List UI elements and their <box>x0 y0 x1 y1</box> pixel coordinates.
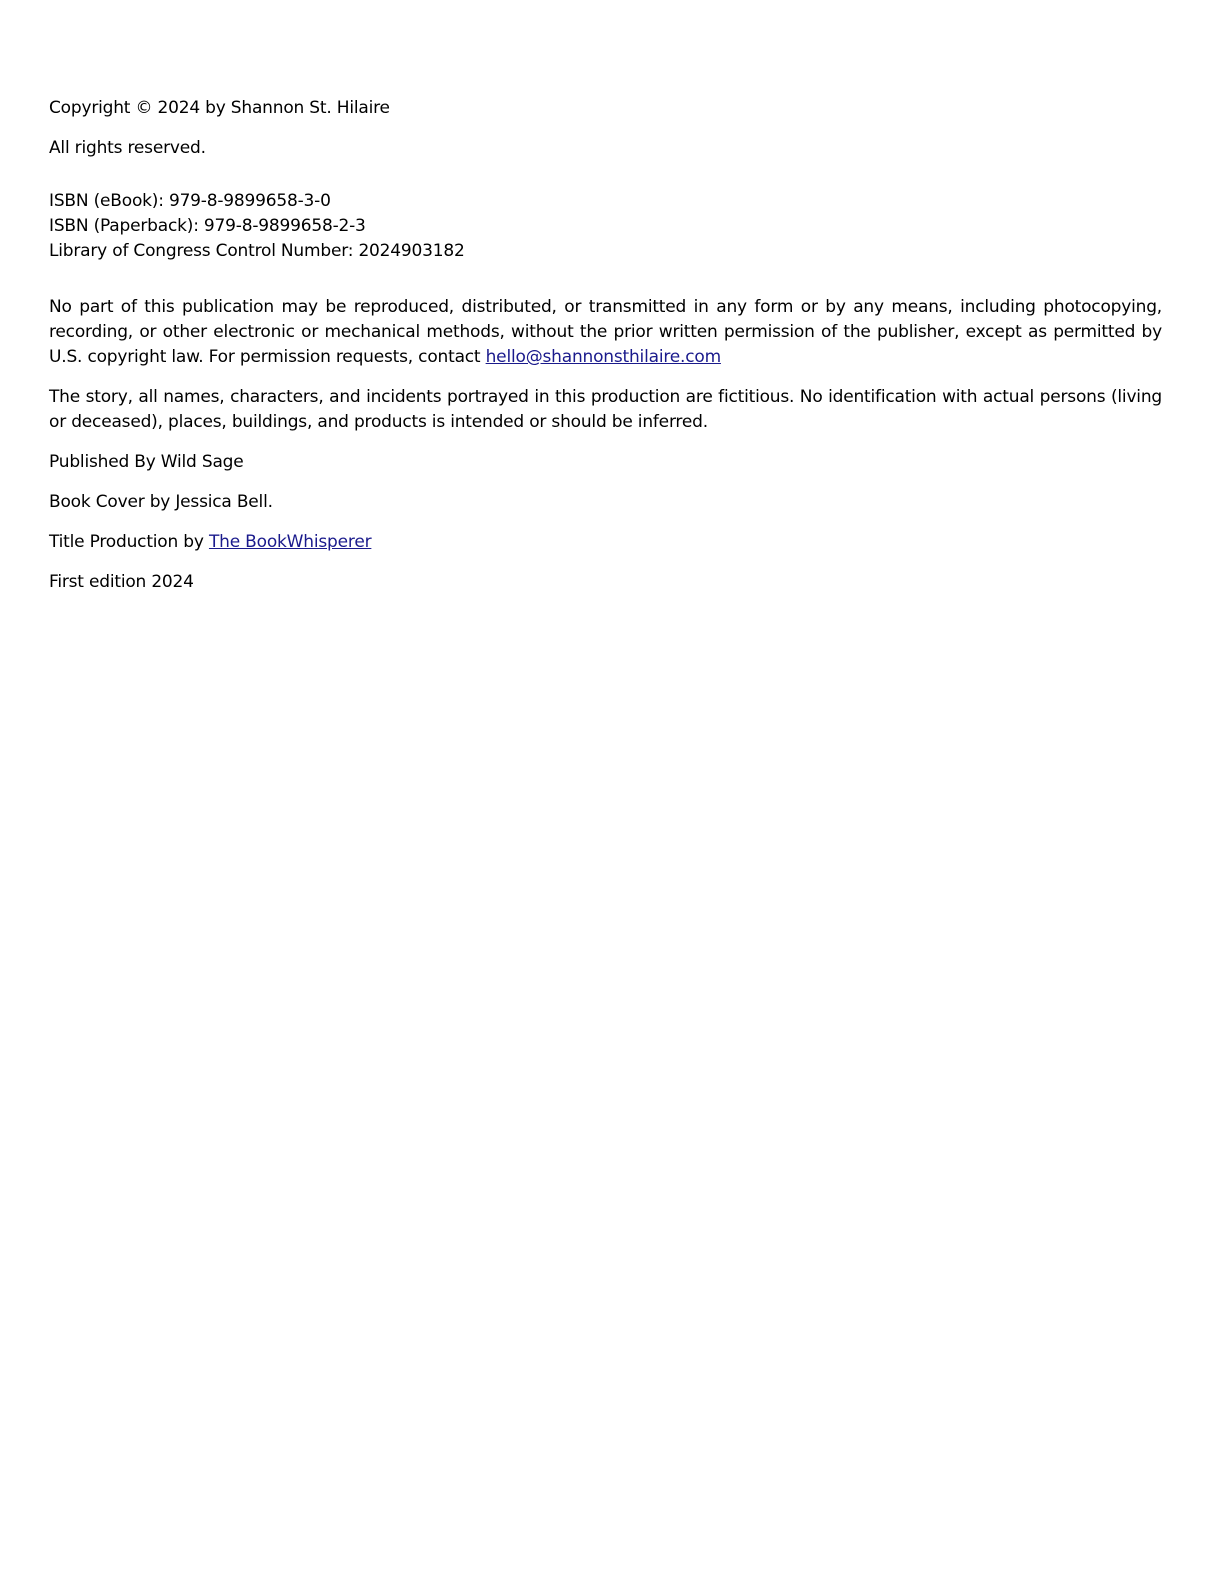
rights-reserved: All rights reserved. <box>49 138 206 158</box>
page-content <box>49 96 1162 595</box>
lccn: Library of Congress Control Number: 2024903182 <box>49 241 465 261</box>
permission-email-link[interactable]: hello@shannonsthilaire.com <box>485 347 721 367</box>
production-prefix: Title Production by <box>49 532 209 552</box>
permission-notice <box>49 295 1162 370</box>
isbn-ebook: ISBN (eBook): 979-8-9899658-3-0 <box>49 191 331 211</box>
identifiers-block <box>49 189 1162 264</box>
cover-credit: Book Cover by Jessica Bell. <box>49 492 273 512</box>
edition-line: First edition 2024 <box>49 572 194 592</box>
fiction-disclaimer: The story, all names, characters, and incidents portrayed in this production are fictitious. No identification with actual persons (living or deceased), places, buildings, and products is intended or should be inferred. <box>49 387 1162 432</box>
publisher-credit: Published By Wild Sage <box>49 452 244 472</box>
bookwhisperer-link[interactable]: The BookWhisperer <box>208 532 372 552</box>
permission-text: No part of this publication may be reproduced, distributed, or transmitted in any form or by any means, including photocopying, recording, or other electronic or mechanical methods, without the prior written permission of the publisher, except as permitted by U.S. copyright law. For permission requests, contact <box>49 297 1162 367</box>
copyright-line: Copyright © 2024 by Shannon St. Hilaire <box>49 98 390 118</box>
production-credit <box>49 530 1162 555</box>
isbn-paperback: ISBN (Paperback): 979-8-9899658-2-3 <box>49 216 366 236</box>
